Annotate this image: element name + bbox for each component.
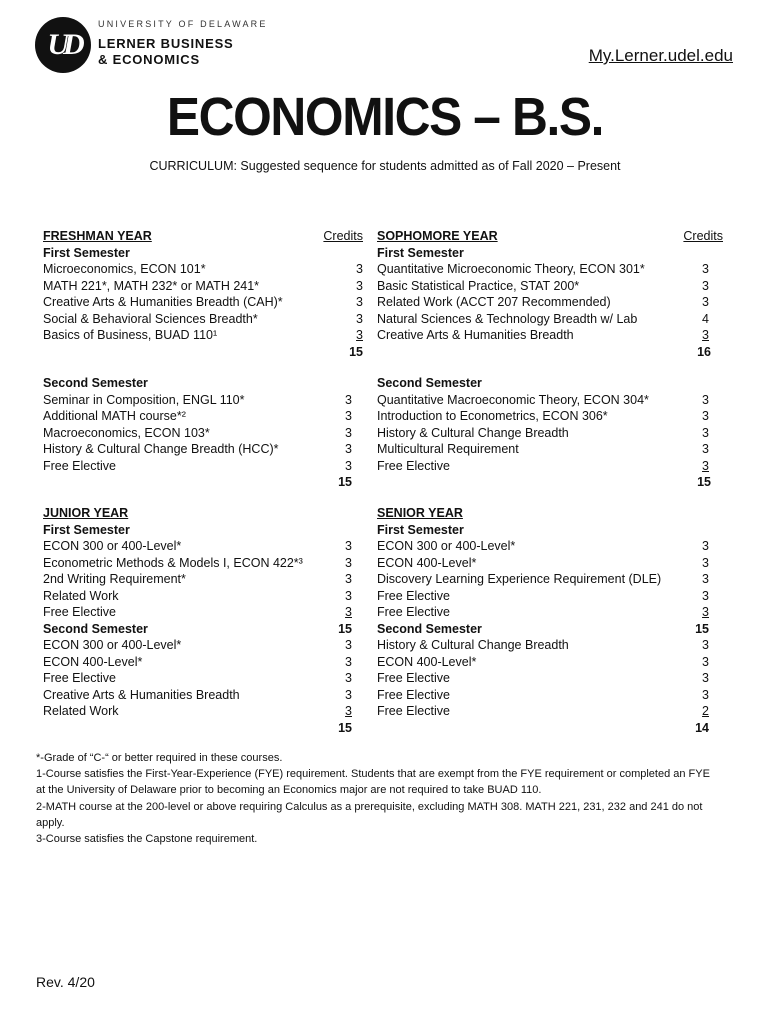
course: ECON 300 or 400-Level*	[43, 539, 182, 553]
footnote: 3-Course satisfies the Capstone requirement.	[36, 833, 258, 846]
junior-credits	[318, 505, 352, 736]
credit: 3	[702, 654, 709, 669]
course: History & Cultural Change Breadth (HCC)*	[43, 442, 279, 456]
credit: 3	[345, 392, 352, 407]
credit: 3	[345, 442, 352, 456]
credit: 3	[702, 295, 709, 309]
freshman-second-block	[43, 375, 279, 474]
semester-heading: Second Semester	[43, 621, 148, 636]
credit: 3	[356, 295, 363, 309]
course: ECON 300 or 400-Level*	[377, 539, 516, 553]
senior-block	[377, 505, 661, 720]
semester-total: 15	[338, 621, 352, 636]
course: Social & Behavioral Sciences Breadth*	[43, 311, 258, 326]
credit: 3	[702, 687, 709, 702]
course: Creative Arts & Humanities Breadth (CAH)*	[43, 295, 283, 309]
credit: 3	[702, 555, 709, 570]
sophomore-second-credits	[670, 375, 709, 491]
semester-total: 15	[338, 475, 352, 489]
credit: 3	[345, 555, 352, 570]
course: Basic Statistical Practice, STAT 200*	[377, 278, 580, 293]
revision-label: Rev. 4/20	[36, 974, 95, 990]
semester-total: 15	[338, 720, 352, 735]
credit: 3	[702, 638, 709, 652]
semester-total: 15	[697, 475, 711, 489]
course: Discovery Learning Experience Requirement (DLE)	[377, 572, 662, 586]
credit: 3	[702, 425, 709, 440]
course: ECON 400-Level*	[377, 555, 477, 570]
credit: 3	[356, 311, 363, 326]
course: Microeconomics, ECON 101*	[43, 262, 206, 276]
course: ECON 400-Level*	[43, 654, 143, 669]
course: Additional MATH course*²	[43, 409, 186, 423]
course: Free Elective	[377, 704, 450, 718]
credit: 3	[702, 442, 709, 456]
semester-heading: Second Semester	[377, 376, 482, 390]
credit: 3	[702, 409, 709, 423]
credit: 3	[345, 605, 352, 619]
course: Creative Arts & Humanities Breadth	[377, 328, 574, 342]
course: Basics of Business, BUAD 110¹	[43, 328, 218, 342]
credit: 3	[345, 539, 352, 553]
semester-total: 14	[695, 720, 709, 735]
credit: 4	[702, 311, 709, 326]
course: Free Elective	[377, 605, 450, 619]
credit: 3	[345, 458, 352, 473]
semester-heading: Second Semester	[377, 621, 482, 636]
credit: 3	[345, 425, 352, 440]
credit: 3	[702, 392, 709, 407]
course: Related Work	[43, 588, 119, 603]
credit: 3	[345, 638, 352, 652]
course: Seminar in Composition, ENGL 110*	[43, 392, 245, 407]
credit: 3	[345, 654, 352, 669]
freshman-credits	[318, 228, 363, 360]
sophomore-credits	[670, 228, 723, 360]
course: Creative Arts & Humanities Breadth	[43, 687, 240, 702]
credit: 3	[356, 262, 363, 276]
year-heading: SENIOR YEAR	[377, 506, 463, 520]
semester-total: 16	[697, 344, 711, 359]
course: Macroeconomics, ECON 103*	[43, 425, 210, 440]
credit: 2	[702, 704, 709, 718]
footnotes	[36, 750, 716, 847]
footnote: *-Grade of “C-“ or better required in these courses.	[36, 752, 283, 764]
site-link[interactable]: My.Lerner.udel.edu	[588, 46, 733, 65]
credit: 3	[702, 572, 709, 586]
course: Related Work (ACCT 207 Recommended)	[377, 295, 611, 309]
credit: 3	[345, 671, 352, 685]
course: Introduction to Econometrics, ECON 306*	[377, 409, 608, 423]
semester-heading: First Semester	[43, 245, 130, 260]
credit: 3	[345, 409, 352, 423]
credit: 3	[345, 704, 352, 718]
course: History & Cultural Change Breadth	[377, 425, 569, 440]
course: ECON 400-Level*	[377, 654, 477, 669]
credit: 3	[345, 687, 352, 702]
credits-header: Credits	[683, 229, 723, 243]
subtitle: CURRICULUM: Suggested sequence for students admitted as of Fall 2020 – Present	[149, 159, 621, 173]
semester-heading: First Semester	[377, 522, 464, 537]
semester-heading: First Semester	[43, 522, 130, 537]
course: Multicultural Requirement	[377, 442, 519, 456]
credits-header: Credits	[323, 229, 363, 243]
university-name: UNIVERSITY OF DELAWARE	[98, 19, 268, 29]
course: Free Elective	[377, 458, 450, 473]
freshman-block	[43, 228, 283, 344]
course: ECON 300 or 400-Level*	[43, 638, 182, 652]
freshman-second-credits	[318, 375, 352, 491]
credit: 3	[702, 458, 709, 473]
sophomore-second-block	[377, 375, 649, 474]
footnote: 2-MATH course at the 200-level or above requiring Calculus as a prerequisite, excluding MATH 308. MATH 221, 231, 232 and 241 do not apply.	[36, 800, 703, 829]
course: Related Work	[43, 704, 119, 718]
footnote: 1-Course satisfies the First-Year-Experience (FYE) requirement. Students that are exempt from the FYE requirement or completed an FYE at the University of Delaware prior to becoming an Economics major are not required to take BUAD 110.	[36, 768, 710, 797]
credit: 3	[702, 539, 709, 553]
year-heading: JUNIOR YEAR	[43, 506, 129, 520]
credit: 3	[702, 278, 709, 293]
credit: 3	[702, 588, 709, 603]
course: Free Elective	[377, 687, 450, 702]
course: Quantitative Macroeconomic Theory, ECON 304*	[377, 392, 649, 407]
credit: 3	[702, 262, 709, 276]
semester-total: 15	[349, 344, 363, 359]
credit: 3	[345, 572, 352, 586]
school-name: LERNER BUSINESS & ECONOMICS	[98, 36, 234, 67]
course: Free Elective	[43, 458, 116, 473]
credit: 3	[345, 588, 352, 603]
page-title: ECONOMICS – B.S.	[166, 87, 604, 147]
semester-heading: Second Semester	[43, 376, 148, 390]
course: History & Cultural Change Breadth	[377, 638, 569, 652]
semester-heading: First Semester	[377, 245, 464, 260]
year-heading: SOPHOMORE YEAR	[377, 229, 498, 243]
course: 2nd Writing Requirement*	[43, 572, 186, 586]
credit: 3	[356, 278, 363, 293]
course: Free Elective	[43, 605, 116, 619]
course: Natural Sciences & Technology Breadth w/ Lab	[377, 311, 638, 326]
credit: 3	[356, 328, 363, 342]
course: Econometric Methods & Models I, ECON 422*³	[43, 555, 303, 570]
credit: 3	[702, 328, 709, 342]
course: MATH 221*, MATH 232* or MATH 241*	[43, 278, 260, 293]
year-heading: FRESHMAN YEAR	[43, 229, 152, 243]
sophomore-block	[377, 228, 645, 344]
course: Free Elective	[377, 671, 450, 685]
course: Free Elective	[377, 588, 450, 603]
junior-block	[43, 505, 303, 720]
ud-logo-icon: UD	[35, 17, 91, 73]
course: Quantitative Microeconomic Theory, ECON 301*	[377, 262, 645, 276]
credit: 3	[702, 671, 709, 685]
senior-credits	[670, 505, 709, 736]
credit: 3	[702, 605, 709, 619]
semester-total: 15	[695, 621, 709, 636]
course: Free Elective	[43, 671, 116, 685]
